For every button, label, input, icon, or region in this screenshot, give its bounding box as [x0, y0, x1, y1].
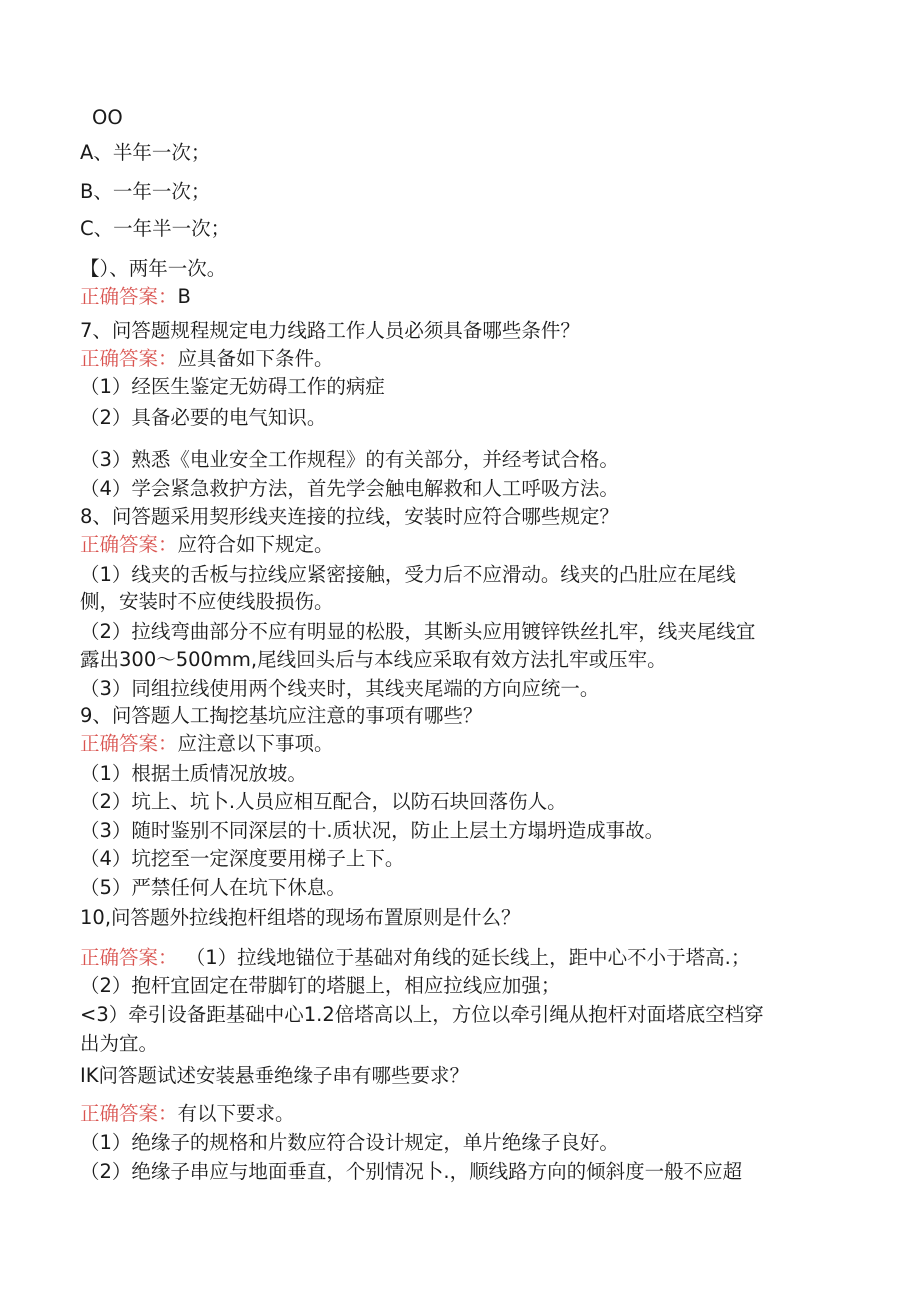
answer-text: 应注意以下事项。	[177, 732, 334, 755]
answer-label: 正确答案：	[80, 732, 178, 755]
text-line: （2）坑上、坑卜.人员应相互配合，以防石块回落伤人。	[80, 790, 567, 813]
text-line: （3）同组拉线使用两个线夹时，其线夹尾端的方向应统一。	[80, 677, 600, 700]
text-line: （2）拉线弯曲部分不应有明显的松股，其断头应用镀锌铁丝扎牢，线夹尾线宜	[80, 620, 756, 643]
answer-label: 正确答案：	[80, 1102, 178, 1125]
text-line: <3）牵引设备距基础中心1.2倍塔高以上，方位以牵引绳从抱杆对面塔底空档穿	[80, 1003, 764, 1026]
text-line: 露出300～500mm,尾线回头后与本线应采取有效方法扎牢或压牢。	[80, 648, 667, 671]
question-line: 7、问答题规程规定电力线路工作人员必须具备哪些条件？	[80, 319, 580, 342]
answer-label: 正确答案：	[80, 533, 178, 556]
answer-text: 应符合如下规定。	[177, 533, 334, 556]
answer-line	[80, 346, 334, 372]
answer-line	[80, 731, 334, 757]
text-line: （1）线夹的舌板与拉线应紧密接触，受力后不应滑动。线夹的凸肚应在尾线	[80, 563, 736, 586]
answer-line	[80, 284, 191, 310]
answer-text: 应具备如下条件。	[177, 347, 334, 370]
text-line: （2）抱杆宜固定在带脚钉的塔腿上，相应拉线应加强；	[80, 974, 561, 997]
question-line: IK问答题试述安装悬垂绝缘子串有哪些要求？	[80, 1064, 470, 1087]
text-line: 出为宜。	[80, 1032, 159, 1055]
answer-text: 有以下要求。	[177, 1102, 295, 1125]
answer-line	[80, 1101, 295, 1127]
text-line: （2）绝缘子串应与地面垂直，个别情况卜.，顺线路方向的倾斜度一般不应超	[80, 1160, 743, 1183]
text-line: B、一年一次；	[80, 180, 211, 203]
answer-label: 正确答案：	[80, 285, 178, 308]
answer-label: 正确答案：	[80, 946, 178, 969]
text-line: A、半年一次；	[80, 141, 211, 164]
text-line: （1）根据土质情况放坡。	[80, 762, 307, 785]
answer-line	[80, 532, 334, 558]
text-line: C、一年半一次；	[80, 217, 231, 240]
text-line: （2）具备必要的电气知识。	[80, 406, 327, 429]
answer-line	[80, 945, 750, 971]
text-line: （1）绝缘子的规格和片数应符合设计规定，单片绝缘子良好。	[80, 1131, 619, 1154]
text-line: （3）随时鉴别不同深层的十.质状况，防止上层土方塌坍造成事故。	[80, 819, 665, 842]
question-line: 10,问答题外拉线抱杆组塔的现场布置原则是什么？	[80, 906, 521, 929]
text-line: （3）熟悉《电业安全工作规程》的有关部分，并经考试合格。	[80, 448, 619, 471]
text-line: （5）严禁任何人在坑下休息。	[80, 876, 346, 899]
answer-text: B	[177, 285, 191, 308]
text-line: OO	[92, 106, 123, 129]
text-line: （4）坑挖至一定深度要用梯子上下。	[80, 847, 405, 870]
answer-text: （1）拉线地锚位于基础对角线的延长线上，距中心不小于塔高.；	[195, 946, 751, 969]
answer-label: 正确答案：	[80, 347, 178, 370]
question-line: 9、问答题人工掏挖基坑应注意的事项有哪些？	[80, 704, 483, 727]
text-line: （4）学会紧急救护方法，首先学会触电解救和人工呼吸方法。	[80, 477, 619, 500]
text-line: 侧，安装时不应使线股损伤。	[80, 590, 334, 613]
text-line: 【）、两年一次。	[80, 257, 227, 280]
text-line: （1）经医生鉴定无妨碍工作的病症	[80, 375, 385, 398]
question-line: 8、问答题采用契形线夹连接的拉线，安装时应符合哪些规定？	[80, 505, 619, 528]
